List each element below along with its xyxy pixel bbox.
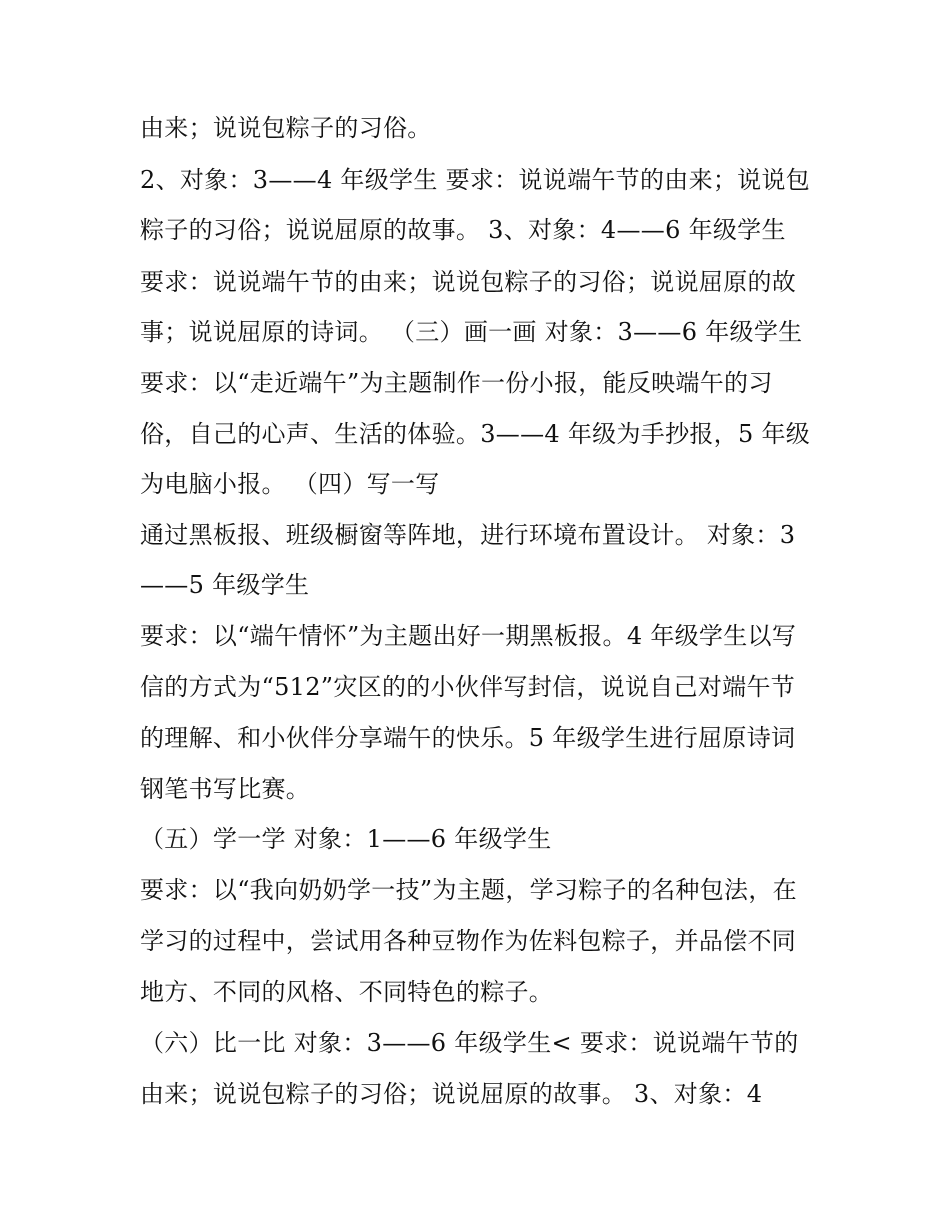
text-line: 由来；说说包粽子的习俗；说说屈原的故事。 3、对象：4 [140,1080,763,1108]
text-line: 2、对象：3——4 年级学生 要求：说说端午节的由来；说说包 [140,166,811,194]
text-line: （六）比一比 对象：3——6 年级学生< 要求：说说端午节的 [140,1029,799,1057]
text-line: 通过黑板报、班级橱窗等阵地，进行环境布置设计。 对象：3 [140,521,796,549]
text-line: 地方、不同的风格、不同特色的粽子。 [140,978,554,1006]
text-line: 要求：以“走近端午”为主题制作一份小报，能反映端午的习 [140,369,773,397]
text-line: 的理解、和小伙伴分享端午的快乐。5 年级学生进行屈原诗词 [140,724,796,752]
text-line: （五）学一学 对象：1——6 年级学生 [140,825,552,853]
text-line: 要求：以“端午情怀”为主题出好一期黑板报。4 年级学生以写 [140,622,797,650]
text-line: 由来；说说包粽子的习俗。 [140,114,432,142]
text-line: 信的方式为“512”灾区的的小伙伴写封信，说说自己对端午节 [140,673,796,701]
text-line: 粽子的习俗；说说屈原的故事。 3、对象：4——6 年级学生 [140,216,786,244]
text-line: 学习的过程中，尝试用各种豆物作为佐料包粽子，并品偿不同 [140,927,797,955]
text-line: ——5 年级学生 [140,571,310,599]
text-line: 钢笔书写比赛。 [140,775,311,803]
text-line: 俗，自己的心声、生活的体验。3——4 年级为手抄报，5 年级 [140,420,811,448]
text-line: 为电脑小报。 （四）写一写 [140,470,440,498]
text-line: 要求：以“我向奶奶学一技”为主题，学习粽子的名种包法，在 [140,876,797,904]
text-line: 事；说说屈原的诗词。 （三）画一画 对象：3——6 年级学生 [140,318,803,346]
text-line: 要求：说说端午节的由来；说说包粽子的习俗；说说屈原的故 [140,268,797,296]
